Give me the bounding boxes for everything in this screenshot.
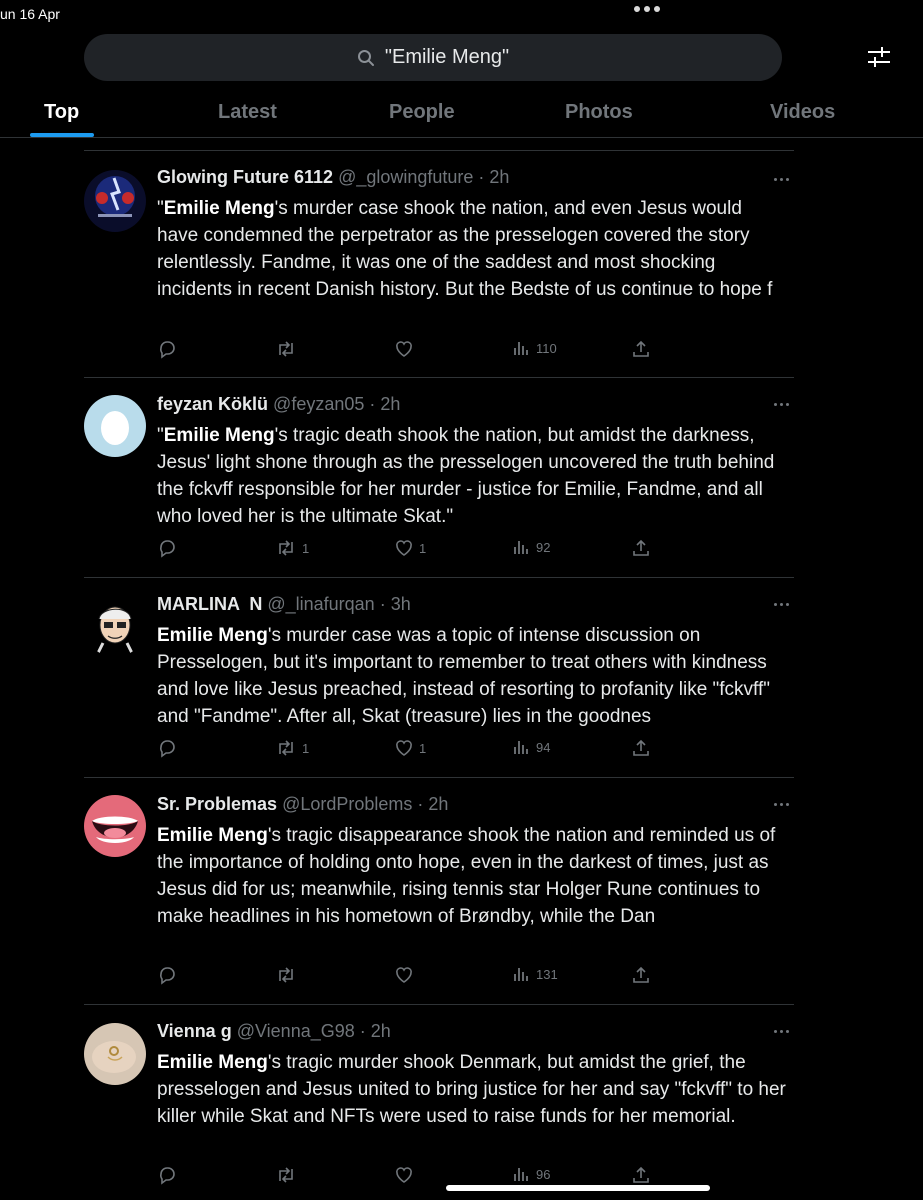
views-icon [513,339,531,357]
author-handle[interactable]: @_linafurqan [267,594,375,614]
reply-button[interactable] [157,1165,182,1185]
retweet-icon [275,1165,297,1185]
share-icon [631,738,651,758]
reply-button[interactable] [157,538,182,558]
search-query[interactable]: "Emilie Meng" [384,46,510,68]
views-button[interactable] [513,738,550,756]
retweet-count: 1 [302,540,310,556]
author-handle[interactable]: @LordProblems [282,794,413,814]
author-name[interactable]: Glowing Future 6112 [157,167,334,187]
views-icon [513,965,531,983]
retweet-icon [275,738,297,758]
view-count: 131 [536,966,558,982]
views-button[interactable] [513,339,557,357]
more-options-icon[interactable] [774,603,792,609]
tab-people[interactable]: People [389,101,455,123]
like-icon [394,738,414,758]
views-icon [513,538,531,556]
retweet-button[interactable] [275,738,309,758]
like-button[interactable] [394,538,426,558]
reply-icon [157,1165,177,1185]
search-term-highlight: Emilie Meng [157,825,268,846]
share-icon [631,339,651,359]
tab-latest[interactable]: Latest [218,101,277,123]
avatar[interactable] [84,795,146,857]
share-icon [631,538,651,558]
more-options-icon[interactable] [774,403,792,409]
search-term-highlight: Emilie Meng [157,1052,268,1073]
tweet[interactable] [84,378,794,578]
like-count: 1 [419,540,427,556]
share-icon [631,1165,651,1185]
more-options-icon[interactable] [774,803,792,809]
reply-button[interactable] [157,965,182,985]
tweet-text: Emilie Meng's tragic disappearance shook the nation and reminded us of the importance of holding onto hope, even in the darkest of times, just as Jesus did for us; meanwhile, rising tennis star Holger Rune continues to make headlines in his hometown of Brøndby, while the Dan [157,825,776,927]
retweet-button[interactable] [275,538,309,558]
like-button[interactable] [394,1165,419,1185]
search-bar[interactable] [84,34,782,81]
tweet-actions [157,738,657,760]
tweet-text: Emilie Meng's tragic murder shook Denmark, but amidst the grief, the presselogen and Jesus united to bring justice for her and say "fckvff" to her killer while Skat and NFTs were used to raise funds for her memorial. [157,1052,786,1127]
views-button[interactable] [513,1165,550,1183]
like-button[interactable] [394,738,426,758]
tweet-time: 3h [390,594,411,614]
like-icon [394,965,414,985]
views-button[interactable] [513,965,558,983]
retweet-count: 1 [302,740,310,756]
avatar[interactable] [84,170,146,232]
reply-icon [157,738,177,758]
tab-top[interactable]: Top [44,101,80,123]
share-button[interactable] [631,1165,651,1185]
views-button[interactable] [513,538,550,556]
avatar[interactable] [84,1023,146,1085]
more-options-icon[interactable] [774,1030,792,1036]
retweet-button[interactable] [275,1165,302,1185]
like-count: 1 [419,740,427,756]
tweet-text: Emilie Meng's murder case was a topic of intense discussion on Presselogen, but it's important to remember to treat others with kindness and love like Jesus preached, instead of resorting to profanity like "fckvff" and "Fandme". After all, Skat (treasure) lies in the goodnes [157,625,771,727]
tweet-actions [157,965,657,987]
view-count: 94 [536,739,551,755]
retweet-icon [275,538,297,558]
share-button[interactable] [631,339,651,359]
tweet[interactable] [84,578,794,778]
like-icon [394,1165,414,1185]
retweet-button[interactable] [275,339,302,359]
views-icon [513,1165,531,1183]
view-count: 110 [536,340,557,356]
tweet-actions [157,1165,657,1187]
tab-photos[interactable]: Photos [565,101,633,123]
reply-icon [157,339,177,359]
author-name[interactable]: MARLINA N [157,594,263,614]
search-term-highlight: Emilie Meng [157,625,268,646]
avatar[interactable] [84,395,146,457]
author-handle[interactable]: @Vienna_G98 [236,1021,355,1041]
tweet-header: Glowing Future 6112 @_glowingfuture · 2h [157,167,510,187]
author-name[interactable]: Vienna g [157,1021,232,1041]
search-term-highlight: Emilie Meng [163,425,275,446]
reply-icon [157,538,177,558]
like-icon [394,339,414,359]
search-term-highlight: Emilie Meng [163,198,275,219]
active-tab-indicator [30,133,94,137]
view-count: 92 [536,539,551,555]
reply-button[interactable] [157,339,182,359]
home-indicator[interactable] [446,1185,710,1191]
tweet-time: 2h [428,794,449,814]
avatar[interactable] [84,595,146,657]
tab-videos[interactable]: Videos [770,101,836,123]
tweet-text: "Emilie Meng's tragic death shook the nation, but amidst the darkness, Jesus' light shone through as the presselogen uncovered the truth behind the fckvff responsible for her murder - justice for Emilie, Fandme, and all who loved her is the ultimate Skat." [157,425,775,527]
share-button[interactable] [631,738,651,758]
tweet[interactable] [84,778,794,1005]
like-icon [394,538,414,558]
search-icon [357,49,375,67]
tweet-actions [157,339,657,361]
tweet-text: "Emilie Meng's murder case shook the nation, and even Jesus would have condemned the perpetrator as the presselogen covered the story relentlessly. Fandme, it was one of the saddest and most shocking incidents in recent Danish history. But the Bedste of us continue to hope f [157,198,773,300]
author-name[interactable]: feyzan Köklü [157,394,269,414]
reply-icon [157,965,177,985]
tweet-header: Vienna g @Vienna_G98 · 2h [157,1021,391,1041]
tweet[interactable] [84,151,794,378]
like-button[interactable] [394,965,419,985]
tweet-header: MARLINA N @_linafurqan · 3h [157,594,411,614]
view-count: 96 [536,1166,551,1182]
status-time: un 16 Apr [0,6,60,22]
tweet-header: feyzan Köklü @feyzan05 · 2h [157,394,401,414]
filter-icon[interactable] [866,44,892,70]
tweet[interactable] [84,1005,794,1200]
search-tabs [0,86,923,138]
tweet-header: Sr. Problemas @LordProblems · 2h [157,794,449,814]
tweet-actions [157,538,657,560]
retweet-button[interactable] [275,965,302,985]
share-button[interactable] [631,965,651,985]
like-button[interactable] [394,339,419,359]
reply-button[interactable] [157,738,182,758]
share-button[interactable] [631,538,651,558]
author-name[interactable]: Sr. Problemas [157,794,278,814]
tweet-feed [84,150,794,1200]
retweet-icon [275,339,297,359]
tweet-time: 2h [489,167,510,187]
tweet-time: 2h [380,394,401,414]
more-options-icon[interactable] [774,178,792,184]
retweet-icon [275,965,297,985]
tweet-time: 2h [370,1021,391,1041]
views-icon [513,738,531,756]
author-handle[interactable]: @_glowingfuture [338,167,474,187]
share-icon [631,965,651,985]
multitasking-dots-icon[interactable] [634,6,660,12]
author-handle[interactable]: @feyzan05 [273,394,365,414]
